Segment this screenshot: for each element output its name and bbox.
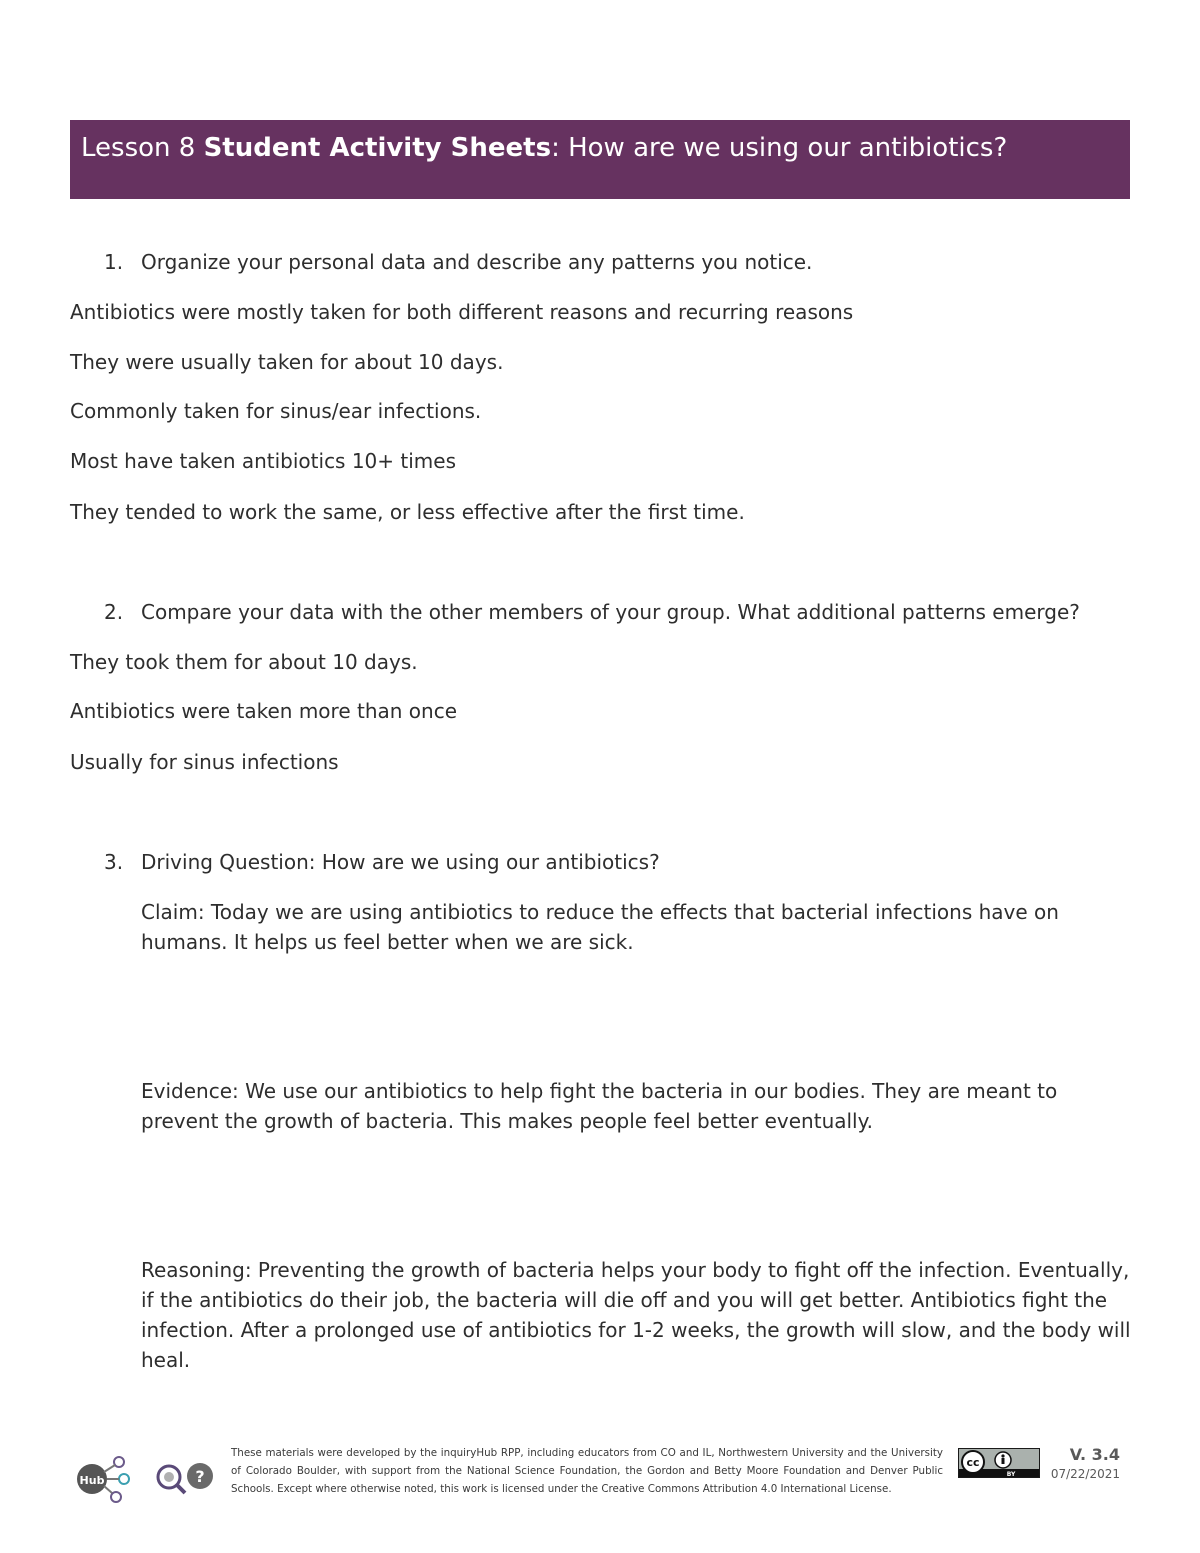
cc-by-icon [959,1449,1039,1477]
question-3 [104,847,660,877]
q1-answer-5: They tended to work the same, or less effective after the first time. [70,500,745,524]
q2-answer-1: They took them for about 10 days. [70,650,418,674]
footer-license-text: These materials were developed by the inquiryHub RPP, including educators from CO and IL, Northwestern University and the University of Colorado Boulder, with support from the National Science Foundation, the Gordon and Betty Moore Foundation and Denver Public Schools. Except where otherwise noted, this work is licensed under the Creative Commons Attribution 4.0 International License. [231,1447,943,1495]
q1-answer-4: Most have taken antibiotics 10+ times [70,449,457,473]
question-2 [104,597,1080,627]
by-text: BY [1006,1471,1016,1477]
question-2-prompt: Compare your data with the other members of your group. What additional patterns emerge? [141,600,1080,624]
version-number: V. 3.4 [1069,1445,1120,1464]
question-3-prompt: Driving Question: How are we using our antibiotics? [141,850,660,874]
cc-text: cc [966,1456,980,1469]
header-banner [70,120,1130,199]
question-2-number: 2. [104,600,124,624]
question-3-number: 3. [104,850,124,874]
q2-answer-2: Antibiotics were taken more than once [70,699,458,723]
question-1-number: 1. [104,250,124,274]
title-rest: : How are we using our antibiotics? [551,133,1008,163]
q1-answer-2: They were usually taken for about 10 days. [70,350,504,374]
title-bold: Student Activity Sheets [203,133,552,163]
version-block [1051,1444,1120,1482]
q2-answer-3: Usually for sinus infections [70,750,339,774]
question-1-prompt: Organize your personal data and describe any patterns you notice. [141,250,813,274]
reasoning-text: Reasoning: Preventing the growth of bacteria helps your body to fight off the infection. Eventually, if the antibiotics do their job, the bacteria will die off and you will get better. Antibiotics fight the infection. After a prolonged use of antibiotics for 1-2 weeks, the growth will slow, and the body will heal. [141,1258,1131,1372]
q1-answer-3: Commonly taken for sinus/ear infections. [70,399,482,423]
logo-hub-text: Hub [79,1474,105,1487]
version-date: 07/22/2021 [1050,1467,1120,1481]
evidence-text: Evidence: We use our antibiotics to help fight the bacteria in our bodies. They are meant to prevent the growth of bacteria. This makes people feel better eventually. [141,1079,1058,1133]
lesson-label: Lesson 8 [81,133,204,163]
claim-text: Claim: Today we are using antibiotics to reduce the effects that bacterial infections have on humans. It helps us feel better when we are sick. [141,900,1059,954]
q1-answer-1: Antibiotics were mostly taken for both different reasons and recurring reasons [70,300,854,324]
question-1 [104,247,812,277]
inquiryhub-logo-icon [74,1452,142,1508]
cc-by-badge [958,1448,1040,1478]
logo-question-mark: ? [195,1467,205,1486]
magnifier-question-logo-icon [152,1460,216,1500]
